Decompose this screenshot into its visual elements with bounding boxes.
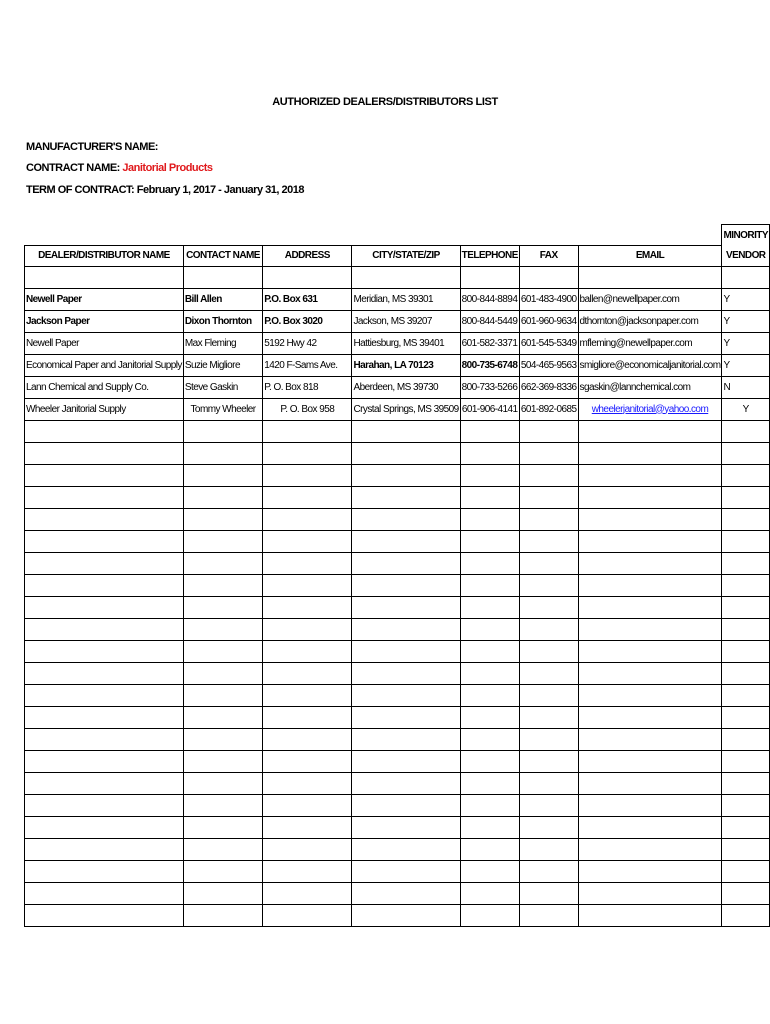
empty-cell[interactable] xyxy=(578,904,722,926)
empty-cell[interactable] xyxy=(460,420,519,442)
empty-cell[interactable] xyxy=(25,860,184,882)
email-cell: mfleming@newellpaper.com xyxy=(578,332,722,354)
empty-row xyxy=(25,860,770,882)
empty-cell[interactable] xyxy=(722,706,770,728)
empty-cell[interactable] xyxy=(263,420,352,442)
empty-cell[interactable] xyxy=(352,618,460,640)
empty-cell[interactable] xyxy=(183,772,262,794)
empty-cell[interactable] xyxy=(352,530,460,552)
empty-cell[interactable] xyxy=(722,530,770,552)
empty-row xyxy=(25,794,770,816)
empty-cell[interactable] xyxy=(352,574,460,596)
email-cell: sgaskin@lannchemical.com xyxy=(578,376,722,398)
minority-cell: Y xyxy=(722,354,770,376)
empty-cell[interactable] xyxy=(460,838,519,860)
empty-cell[interactable] xyxy=(578,530,722,552)
manufacturer-label: MANUFACTURER'S NAME: xyxy=(26,141,158,153)
col-header-fax: FAX xyxy=(519,245,578,266)
fax-cell: 601-960-9634 xyxy=(519,310,578,332)
empty-cell[interactable] xyxy=(578,420,722,442)
table-row xyxy=(25,398,770,420)
empty-cell[interactable] xyxy=(519,508,578,530)
empty-cell[interactable] xyxy=(183,486,262,508)
empty-cell[interactable] xyxy=(183,662,262,684)
empty-cell[interactable] xyxy=(263,772,352,794)
empty-cell[interactable] xyxy=(519,530,578,552)
empty-cell[interactable] xyxy=(722,882,770,904)
document-title: AUTHORIZED DEALERS/DISTRIBUTORS LIST xyxy=(272,96,498,108)
empty-cell[interactable] xyxy=(578,486,722,508)
col-header-address: ADDRESS xyxy=(263,245,352,266)
empty-cell[interactable] xyxy=(722,486,770,508)
empty-cell[interactable] xyxy=(722,508,770,530)
telephone-cell: 800-733-5266 xyxy=(460,376,519,398)
contract-label: CONTRACT NAME: xyxy=(26,162,120,174)
empty-cell[interactable] xyxy=(352,442,460,464)
spacer-row xyxy=(25,266,770,288)
empty-cell[interactable] xyxy=(25,662,184,684)
empty-cell[interactable] xyxy=(183,816,262,838)
empty-cell[interactable] xyxy=(578,816,722,838)
empty-cell[interactable] xyxy=(352,640,460,662)
col-header-city: CITY/STATE/ZIP xyxy=(352,245,460,266)
empty-cell[interactable] xyxy=(263,552,352,574)
minority-cell: Y xyxy=(722,332,770,354)
address-cell: P.O. Box 3020 xyxy=(263,310,352,332)
empty-row xyxy=(25,662,770,684)
empty-cell[interactable] xyxy=(183,860,262,882)
term-label: TERM OF CONTRACT: xyxy=(26,184,135,196)
empty-cell[interactable] xyxy=(460,596,519,618)
empty-cell[interactable] xyxy=(460,794,519,816)
empty-cell[interactable] xyxy=(578,750,722,772)
empty-cell[interactable] xyxy=(722,772,770,794)
empty-cell[interactable] xyxy=(578,662,722,684)
empty-cell[interactable] xyxy=(25,750,184,772)
empty-cell[interactable] xyxy=(578,508,722,530)
empty-cell[interactable] xyxy=(578,596,722,618)
empty-cell[interactable] xyxy=(460,750,519,772)
empty-cell[interactable] xyxy=(519,706,578,728)
fax-cell: 504-465-9563 xyxy=(519,354,578,376)
empty-cell[interactable] xyxy=(460,442,519,464)
email-cell: smigliore@economicaljanitorial.com xyxy=(578,354,722,376)
email-link[interactable]: wheelerjanitorial@yahoo.com xyxy=(591,403,709,415)
empty-cell[interactable] xyxy=(722,750,770,772)
email-cell: dthornton@jacksonpaper.com xyxy=(578,310,722,332)
empty-cell[interactable] xyxy=(460,574,519,596)
city-cell: Aberdeen, MS 39730 xyxy=(352,376,460,398)
empty-cell[interactable] xyxy=(25,838,184,860)
empty-row xyxy=(25,728,770,750)
address-cell: 5192 Hwy 42 xyxy=(263,332,352,354)
empty-cell[interactable] xyxy=(263,640,352,662)
empty-cell[interactable] xyxy=(183,508,262,530)
empty-cell[interactable] xyxy=(263,618,352,640)
empty-cell[interactable] xyxy=(460,684,519,706)
empty-cell[interactable] xyxy=(460,728,519,750)
empty-cell[interactable] xyxy=(25,596,184,618)
empty-cell[interactable] xyxy=(352,728,460,750)
empty-cell[interactable] xyxy=(460,662,519,684)
term-value: February 1, 2017 - January 31, 2018 xyxy=(136,184,304,196)
empty-cell[interactable] xyxy=(722,860,770,882)
empty-cell[interactable] xyxy=(352,904,460,926)
empty-cell[interactable] xyxy=(519,618,578,640)
empty-cell[interactable] xyxy=(352,772,460,794)
minority-cell: Y xyxy=(722,398,770,420)
empty-cell[interactable] xyxy=(263,728,352,750)
empty-cell[interactable] xyxy=(519,750,578,772)
empty-cell[interactable] xyxy=(578,838,722,860)
empty-cell[interactable] xyxy=(263,816,352,838)
dealer-cell: Newell Paper xyxy=(25,332,184,354)
empty-cell[interactable] xyxy=(25,816,184,838)
dealers-table xyxy=(24,224,770,927)
term-line xyxy=(26,184,304,196)
empty-row xyxy=(25,904,770,926)
empty-cell[interactable] xyxy=(519,838,578,860)
empty-cell[interactable] xyxy=(25,442,184,464)
empty-cell[interactable] xyxy=(722,464,770,486)
dealer-cell: Wheeler Janitorial Supply xyxy=(25,398,184,420)
empty-cell[interactable] xyxy=(25,904,184,926)
empty-row xyxy=(25,838,770,860)
dealer-cell: Lann Chemical and Supply Co. xyxy=(25,376,184,398)
empty-row xyxy=(25,882,770,904)
empty-cell[interactable] xyxy=(519,662,578,684)
manufacturer-line xyxy=(26,141,158,153)
empty-cell[interactable] xyxy=(519,442,578,464)
empty-cell[interactable] xyxy=(263,508,352,530)
empty-row xyxy=(25,750,770,772)
empty-cell[interactable] xyxy=(460,464,519,486)
empty-cell[interactable] xyxy=(578,794,722,816)
empty-cell[interactable] xyxy=(460,904,519,926)
empty-cell[interactable] xyxy=(352,662,460,684)
empty-cell[interactable] xyxy=(25,574,184,596)
empty-cell[interactable] xyxy=(519,772,578,794)
city-cell: Harahan, LA 70123 xyxy=(352,354,460,376)
empty-cell[interactable] xyxy=(263,882,352,904)
table-row xyxy=(25,288,770,310)
empty-cell[interactable] xyxy=(183,574,262,596)
empty-cell[interactable] xyxy=(352,794,460,816)
empty-cell[interactable] xyxy=(25,794,184,816)
empty-cell[interactable] xyxy=(578,618,722,640)
empty-cell[interactable] xyxy=(25,882,184,904)
table-row xyxy=(25,310,770,332)
contact-cell: Max Fleming xyxy=(183,332,262,354)
empty-cell[interactable] xyxy=(352,508,460,530)
city-cell: Jackson, MS 39207 xyxy=(352,310,460,332)
empty-cell[interactable] xyxy=(183,464,262,486)
empty-cell[interactable] xyxy=(578,552,722,574)
empty-cell[interactable] xyxy=(263,464,352,486)
address-cell: P. O. Box 818 xyxy=(263,376,352,398)
col-header-contact: CONTACT NAME xyxy=(183,245,262,266)
telephone-cell: 800-844-8894 xyxy=(460,288,519,310)
empty-cell[interactable] xyxy=(722,838,770,860)
empty-cell[interactable] xyxy=(460,508,519,530)
empty-cell[interactable] xyxy=(183,750,262,772)
empty-cell[interactable] xyxy=(263,794,352,816)
empty-cell[interactable] xyxy=(25,420,184,442)
empty-row xyxy=(25,706,770,728)
empty-cell[interactable] xyxy=(352,420,460,442)
empty-cell[interactable] xyxy=(183,904,262,926)
empty-cell[interactable] xyxy=(352,596,460,618)
empty-cell[interactable] xyxy=(25,728,184,750)
empty-cell[interactable] xyxy=(263,486,352,508)
empty-cell[interactable] xyxy=(183,530,262,552)
empty-row xyxy=(25,420,770,442)
empty-cell[interactable] xyxy=(352,464,460,486)
empty-cell[interactable] xyxy=(25,486,184,508)
empty-cell[interactable] xyxy=(519,794,578,816)
empty-cell[interactable] xyxy=(352,684,460,706)
table-header-row xyxy=(25,245,770,266)
fax-cell: 601-483-4900 xyxy=(519,288,578,310)
empty-cell[interactable] xyxy=(722,420,770,442)
empty-cell[interactable] xyxy=(183,640,262,662)
fax-cell: 601-892-0685 xyxy=(519,398,578,420)
dealer-cell: Newell Paper xyxy=(25,288,184,310)
empty-cell[interactable] xyxy=(722,574,770,596)
empty-cell[interactable] xyxy=(519,904,578,926)
empty-cell[interactable] xyxy=(519,596,578,618)
empty-cell[interactable] xyxy=(352,816,460,838)
empty-cell[interactable] xyxy=(519,684,578,706)
empty-cell[interactable] xyxy=(460,552,519,574)
empty-cell[interactable] xyxy=(722,904,770,926)
empty-cell[interactable] xyxy=(263,706,352,728)
empty-cell[interactable] xyxy=(183,794,262,816)
contact-cell: Dixon Thornton xyxy=(183,310,262,332)
empty-cell[interactable] xyxy=(578,728,722,750)
empty-cell[interactable] xyxy=(352,882,460,904)
empty-cell[interactable] xyxy=(183,684,262,706)
telephone-cell: 601-582-3371 xyxy=(460,332,519,354)
empty-row xyxy=(25,684,770,706)
empty-cell[interactable] xyxy=(183,882,262,904)
empty-cell[interactable] xyxy=(460,486,519,508)
empty-cell[interactable] xyxy=(25,640,184,662)
empty-cell[interactable] xyxy=(460,816,519,838)
empty-cell[interactable] xyxy=(578,860,722,882)
contact-cell: Suzie Migliore xyxy=(183,354,262,376)
empty-cell[interactable] xyxy=(25,464,184,486)
empty-cell[interactable] xyxy=(578,684,722,706)
minority-cell: Y xyxy=(722,310,770,332)
empty-cell[interactable] xyxy=(722,684,770,706)
fax-cell: 662-369-8336 xyxy=(519,376,578,398)
empty-cell[interactable] xyxy=(722,794,770,816)
empty-cell[interactable] xyxy=(460,706,519,728)
table-row xyxy=(25,332,770,354)
telephone-cell: 800-844-5449 xyxy=(460,310,519,332)
empty-cell[interactable] xyxy=(460,882,519,904)
empty-cell[interactable] xyxy=(578,772,722,794)
col-header-email: EMAIL xyxy=(578,245,722,266)
empty-cell[interactable] xyxy=(519,640,578,662)
empty-cell[interactable] xyxy=(578,882,722,904)
contact-cell: Bill Allen xyxy=(183,288,262,310)
empty-cell[interactable] xyxy=(183,838,262,860)
empty-row xyxy=(25,552,770,574)
empty-cell[interactable] xyxy=(722,552,770,574)
minority-header-line2: VENDOR xyxy=(722,245,770,266)
empty-cell[interactable] xyxy=(722,596,770,618)
empty-row xyxy=(25,486,770,508)
empty-cell[interactable] xyxy=(352,750,460,772)
empty-cell[interactable] xyxy=(578,464,722,486)
minority-cell: Y xyxy=(722,288,770,310)
contract-value: Janitorial Products xyxy=(122,162,213,174)
empty-cell[interactable] xyxy=(578,640,722,662)
empty-cell[interactable] xyxy=(578,574,722,596)
contact-cell: Steve Gaskin xyxy=(183,376,262,398)
empty-cell[interactable] xyxy=(263,662,352,684)
dealer-cell: Economical Paper and Janitorial Supply xyxy=(25,354,184,376)
empty-cell[interactable] xyxy=(519,816,578,838)
address-cell: P.O. Box 631 xyxy=(263,288,352,310)
empty-row xyxy=(25,574,770,596)
minority-header-line1: MINORITY xyxy=(722,225,770,246)
empty-cell[interactable] xyxy=(722,728,770,750)
empty-cell[interactable] xyxy=(519,420,578,442)
empty-row xyxy=(25,442,770,464)
empty-cell[interactable] xyxy=(578,706,722,728)
telephone-cell: 800-735-6748 xyxy=(460,354,519,376)
empty-cell[interactable] xyxy=(519,574,578,596)
empty-cell[interactable] xyxy=(263,860,352,882)
contract-line xyxy=(26,162,213,174)
empty-row xyxy=(25,596,770,618)
empty-cell[interactable] xyxy=(25,552,184,574)
fax-cell: 601-545-5349 xyxy=(519,332,578,354)
empty-cell[interactable] xyxy=(519,860,578,882)
telephone-cell: 601-906-4141 xyxy=(460,398,519,420)
address-cell: 1420 F-Sams Ave. xyxy=(263,354,352,376)
table-row xyxy=(25,376,770,398)
empty-cell[interactable] xyxy=(519,882,578,904)
dealer-cell: Jackson Paper xyxy=(25,310,184,332)
empty-cell[interactable] xyxy=(519,728,578,750)
empty-cell[interactable] xyxy=(722,662,770,684)
empty-cell[interactable] xyxy=(25,508,184,530)
empty-cell[interactable] xyxy=(183,618,262,640)
empty-cell[interactable] xyxy=(263,904,352,926)
empty-cell[interactable] xyxy=(460,640,519,662)
empty-row xyxy=(25,618,770,640)
empty-cell[interactable] xyxy=(519,552,578,574)
empty-cell[interactable] xyxy=(263,684,352,706)
empty-cell[interactable] xyxy=(460,618,519,640)
empty-cell[interactable] xyxy=(263,442,352,464)
email-cell xyxy=(578,398,722,420)
table-row xyxy=(25,354,770,376)
empty-cell[interactable] xyxy=(460,772,519,794)
empty-row xyxy=(25,508,770,530)
contact-cell: Tommy Wheeler xyxy=(183,398,262,420)
empty-row xyxy=(25,816,770,838)
empty-cell[interactable] xyxy=(183,552,262,574)
empty-cell[interactable] xyxy=(578,442,722,464)
empty-cell[interactable] xyxy=(352,552,460,574)
email-cell: ballen@newellpaper.com xyxy=(578,288,722,310)
empty-row xyxy=(25,530,770,552)
empty-cell[interactable] xyxy=(352,838,460,860)
city-cell: Meridian, MS 39301 xyxy=(352,288,460,310)
empty-cell[interactable] xyxy=(263,750,352,772)
empty-cell[interactable] xyxy=(460,530,519,552)
empty-cell[interactable] xyxy=(25,530,184,552)
empty-cell[interactable] xyxy=(722,816,770,838)
empty-cell[interactable] xyxy=(25,618,184,640)
empty-cell[interactable] xyxy=(183,596,262,618)
empty-cell[interactable] xyxy=(183,706,262,728)
empty-cell[interactable] xyxy=(263,530,352,552)
empty-cell[interactable] xyxy=(263,574,352,596)
col-header-telephone: TELEPHONE xyxy=(460,245,519,266)
empty-cell[interactable] xyxy=(263,838,352,860)
empty-cell[interactable] xyxy=(183,728,262,750)
empty-row xyxy=(25,772,770,794)
empty-cell[interactable] xyxy=(519,486,578,508)
empty-row xyxy=(25,640,770,662)
city-cell: Crystal Springs, MS 39509 xyxy=(352,398,460,420)
empty-cell[interactable] xyxy=(722,442,770,464)
empty-row xyxy=(25,464,770,486)
minority-cell: N xyxy=(722,376,770,398)
empty-cell[interactable] xyxy=(460,860,519,882)
empty-cell[interactable] xyxy=(183,420,262,442)
empty-cell[interactable] xyxy=(183,442,262,464)
empty-cell[interactable] xyxy=(519,464,578,486)
empty-cell[interactable] xyxy=(25,684,184,706)
empty-cell[interactable] xyxy=(25,706,184,728)
city-cell: Hattiesburg, MS 39401 xyxy=(352,332,460,354)
empty-cell[interactable] xyxy=(722,640,770,662)
empty-cell[interactable] xyxy=(352,860,460,882)
empty-cell[interactable] xyxy=(722,618,770,640)
empty-cell[interactable] xyxy=(352,486,460,508)
address-cell: P. O. Box 958 xyxy=(263,398,352,420)
empty-cell[interactable] xyxy=(25,772,184,794)
empty-cell[interactable] xyxy=(352,706,460,728)
empty-cell[interactable] xyxy=(263,596,352,618)
col-header-dealer: DEALER/DISTRIBUTOR NAME xyxy=(25,245,184,266)
